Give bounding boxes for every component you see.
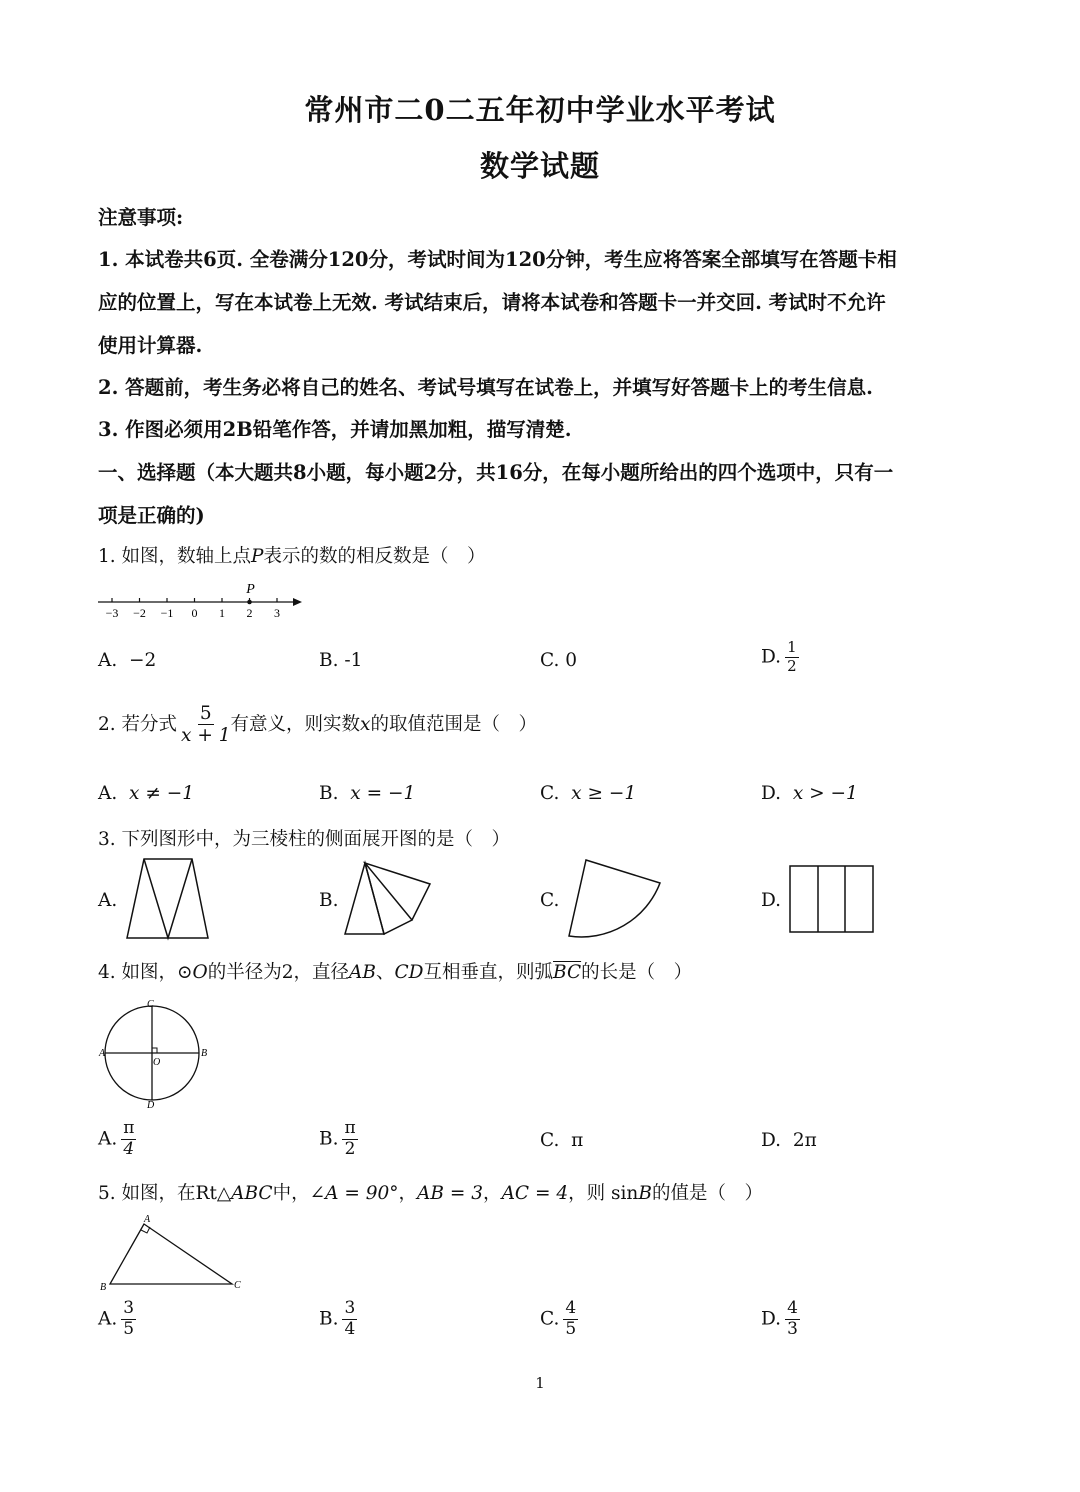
figure-b-triangle-1 (345, 863, 384, 934)
q3-figure-a (124, 856, 214, 942)
q5-option-c: C. $\frac{4}{5}$ (540, 1298, 577, 1339)
label-o: O (153, 1057, 161, 1068)
q2-option-b: B. x = −1 (319, 783, 416, 804)
number-line-tick-label: 0 (191, 606, 198, 620)
page-number: 1 (535, 1374, 545, 1392)
number-line-point-p (247, 600, 252, 605)
q1-option-b: B. -1 (319, 650, 363, 671)
q3-figure-c (564, 856, 666, 942)
number-line-tick-label: 2 (246, 606, 253, 620)
notes-item2: 2. 答题前，考生务必将自己的姓名、考试号填写在试卷上，并填写好答题卡上的考生信息. (98, 376, 873, 399)
q3-figure-b (342, 860, 440, 940)
number-line-point-label: P (246, 582, 255, 597)
q3-option-d-label: D. (761, 890, 782, 911)
q3-figure-d (788, 864, 876, 936)
q5-stem: 5. 如图，在Rt△ABC中，∠A = 90°，AB = 3，AC = 4，则 sinB的值是（ ） (98, 1183, 763, 1204)
q5-option-d: D. $\frac{4}{3}$ (761, 1298, 798, 1339)
q1-option-a: A. −2 (98, 650, 157, 671)
number-line-tick-label: 1 (219, 606, 225, 620)
figure-d-rectangle (790, 866, 873, 932)
q5-triangle-figure (96, 1212, 248, 1294)
figure-c-sector (569, 860, 660, 937)
q4-option-d: D. 2π (761, 1130, 817, 1151)
number-line-tick-label: 3 (274, 606, 280, 620)
label-a: A (99, 1048, 106, 1059)
q3-option-c-label: C. (540, 890, 560, 911)
q3-option-a-label: A. (98, 890, 118, 911)
figure-b-triangles (365, 863, 430, 934)
label-d: D (147, 1100, 155, 1110)
section1-heading-line2: 项是正确的) (98, 504, 205, 527)
q5-option-b: B. $\frac{3}{4}$ (319, 1298, 356, 1339)
number-line-tick-label: −2 (133, 606, 146, 620)
figure-a-outline (127, 859, 208, 938)
q4-option-a: A. $\frac{\pi}{4}$ (98, 1118, 135, 1159)
page-subtitle: 数学试题 (479, 149, 600, 183)
notes-item1-line3: 使用计算器. (98, 334, 203, 357)
q2-option-d: D. x > −1 (761, 783, 858, 804)
q4-option-c: C. π (540, 1130, 584, 1151)
q2-stem: 2. 若分式 $\frac{5}{x + 1}$ 有意义，则实数x的取值范围是（ ） (98, 703, 537, 747)
q4-stem: 4. 如图，⊙O的半径为2，直径AB、CD互相垂直，则弧$\overline{BC}$的长是（ ） (98, 962, 693, 983)
number-line-arrow-icon (293, 598, 302, 606)
figure-a-inner-lines (144, 859, 192, 938)
q1-option-c: C. 0 (540, 650, 578, 671)
section1-heading-line1: 一、选择题（本大题共8小题，每小题2分，共16分，在每小题所给出的四个选项中，只有一 (98, 461, 894, 484)
q2-option-a: A. x ≠ −1 (98, 783, 194, 804)
right-angle-mark (152, 1048, 157, 1053)
notes-item1-line1: 1. 本试卷共6页. 全卷满分120分，考试时间为120分钟，考生应将答案全部填写在答题卡相 (98, 248, 897, 271)
q3-stem: 3. 下列图形中，为三棱柱的侧面展开图的是（ ） (98, 829, 511, 850)
triangle-abc (110, 1224, 232, 1284)
q1-stem: 1. 如图，数轴上点P表示的数的相反数是（ ） (98, 546, 486, 567)
notes-item1-line2: 应的位置上，写在本试卷上无效. 考试结束后，请将本试卷和答题卡一并交回. 考试时不允许 (98, 291, 886, 314)
q3-option-b-label: B. (319, 890, 339, 911)
q1-number-line (96, 578, 312, 622)
page-title: 常州市二0二五年初中学业水平考试 (304, 93, 776, 127)
number-line-tick-label: −3 (105, 606, 119, 620)
notes-item3: 3. 作图必须用2B铅笔作答，并请加黑加粗，描写清楚. (98, 418, 572, 441)
number-line-ticks (106, 598, 280, 620)
q4-circle-figure (96, 998, 212, 1110)
label-b: B (201, 1048, 208, 1059)
label-b: B (100, 1282, 107, 1293)
label-c: C (234, 1280, 241, 1291)
label-c: C (147, 999, 154, 1010)
q1-option-d: D. $\frac{1}{2}$ (761, 638, 797, 675)
number-line-tick-label: −1 (160, 606, 174, 620)
q2-option-c: C. x ≥ −1 (540, 783, 637, 804)
q5-option-a: A. $\frac{3}{5}$ (98, 1298, 135, 1339)
label-a: A (144, 1214, 151, 1225)
q4-option-b: B. $\frac{\pi}{2}$ (319, 1118, 356, 1159)
notes-heading: 注意事项: (98, 206, 184, 229)
